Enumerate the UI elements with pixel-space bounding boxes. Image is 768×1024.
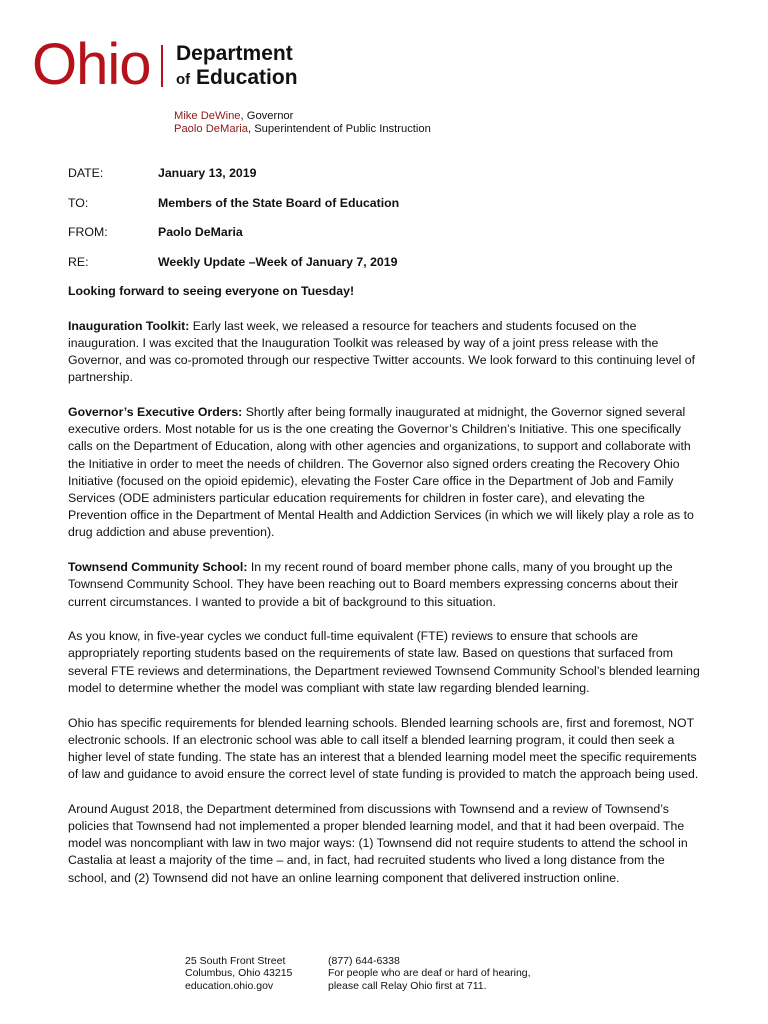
paragraph-text: Around August 2018, the Department determined from discussions with Townsend and a review of Townsend’s policies that Townsend had not implemented a proper blended learning model, and that it had been overpaid. The model was noncompliant with law in two major ways: (1) Townsend did not require students to attend the school in Castalia at least a majority of the time – and, in fact, had recruited students who lived a long distance from the school, and (2) Townsend did not have an online learning component that delivered instruction online. <box>68 801 688 885</box>
memo-key: TO: <box>68 195 89 210</box>
logo-divider <box>161 45 163 87</box>
memo-key: FROM: <box>68 225 108 239</box>
paragraph-text: As you know, in five-year cycles we conduct full-time equivalent (FTE) reviews to ensure that schools are appropriately reporting students based on the requirements of state law. Based on questions that surfaced from several FTE reviews and determinations, the Department reviewed Townsend Community School’s blended learning model to determine whether the model was compliant with state law regarding blended learning. <box>68 629 700 695</box>
paragraph-text: In my recent round of board member phone calls, many of you brought up the Townsend Community School. They have been reaching out to Board members expressing concerns about their current circumstances. I wanted to provide a bit of background to this situation. <box>68 560 679 609</box>
memo-value: Members of the State Board of Education <box>158 195 400 210</box>
memo-row-to <box>68 196 399 226</box>
memo-value: January 13, 2019 <box>158 166 257 180</box>
paragraph-lead: Inauguration Toolkit: <box>68 318 190 333</box>
officials-block <box>174 110 431 136</box>
paragraph-executive-orders <box>68 404 704 542</box>
dept-line2 <box>176 66 298 92</box>
footer-address <box>185 955 292 992</box>
paragraph-blended-learning <box>68 715 704 784</box>
memo-row-re <box>68 255 399 285</box>
dept-education: Education <box>196 66 298 89</box>
paragraph-text: Early last week, we released a resource for teachers and students focused on the inauguration. I was excited that the Inauguration Toolkit was released by way of a joint press release with the Governor, and was co-promoted through our respective Twitter accounts. We look forward to this continuing level of partnership. <box>68 318 696 385</box>
footer-address-line1: 25 South Front Street <box>185 955 286 967</box>
footer-website: education.ohio.gov <box>185 979 274 992</box>
memo-body <box>68 283 704 904</box>
governor-name: Mike DeWine <box>174 110 241 122</box>
dept-line1: Department <box>176 42 293 65</box>
governor-line <box>174 110 431 123</box>
paragraph-townsend <box>68 559 704 611</box>
paragraph-fte-reviews <box>68 628 704 697</box>
memo-key: RE: <box>68 254 89 269</box>
dept-of: of <box>176 71 191 88</box>
footer-contact <box>328 955 531 992</box>
greeting: Looking forward to seeing everyone on Tuesday! <box>68 284 355 298</box>
ohio-logo: Ohio <box>32 32 151 97</box>
footer-address-line2: Columbus, Ohio 43215 <box>185 967 293 980</box>
superintendent-title: , Superintendent of Public Instruction <box>248 123 431 135</box>
memo-value: Paolo DeMaria <box>158 225 243 239</box>
footer-relay-line1: For people who are deaf or hard of hearing, <box>328 967 531 980</box>
paragraph-lead: Governor’s Executive Orders: <box>68 405 243 420</box>
memo-row-date <box>68 166 399 196</box>
governor-title: , Governor <box>240 110 294 122</box>
paragraph-inauguration-toolkit <box>68 318 704 387</box>
superintendent-line <box>174 123 431 136</box>
paragraph-text: Shortly after being formally inaugurated at midnight, the Governor signed several executive orders. Most notable for us is the one creating the Governor’s Children’s Initiative. This one specifically calls on the Department of Education, along with other agencies and organizations, to support and collaborate with the Initiative in order to meet the needs of children. The Governor also signed orders creating the Recovery Ohio Initiative (focused on the opioid epidemic), elevating the Foster Care office in the Department of Job and Family Services (ODE administers particular education requirements for children in foster care), and elevating the Prevention office in the Department of Mental Health and Addiction Services (in which we will likely play a role as to drug addiction and abuse prevention). <box>68 405 694 540</box>
footer-phone: (877) 644-6338 <box>328 955 400 967</box>
memo-row-from <box>68 225 399 255</box>
memo-key: DATE: <box>68 166 104 180</box>
superintendent-name: Paolo DeMaria <box>174 123 248 135</box>
department-name <box>176 42 298 92</box>
paragraph-text: Ohio has specific requirements for blended learning schools. Blended learning schools are, first and foremost, NOT electronic schools. If an electronic school was able to call itself a blended learning program, it could then seek a higher level of state funding. The state has an interest that a blended learning model meet the specific requirements of law and guidance to avoid ensure the correct level of state funding is provided to match the approach being used. <box>68 715 699 782</box>
paragraph-august-2018 <box>68 801 704 887</box>
memo-header <box>68 166 399 284</box>
memo-value: Weekly Update –Week of January 7, 2019 <box>158 254 398 269</box>
footer-relay-line2: please call Relay Ohio first at 711. <box>328 979 487 992</box>
paragraph-lead: Townsend Community School: <box>68 560 248 575</box>
